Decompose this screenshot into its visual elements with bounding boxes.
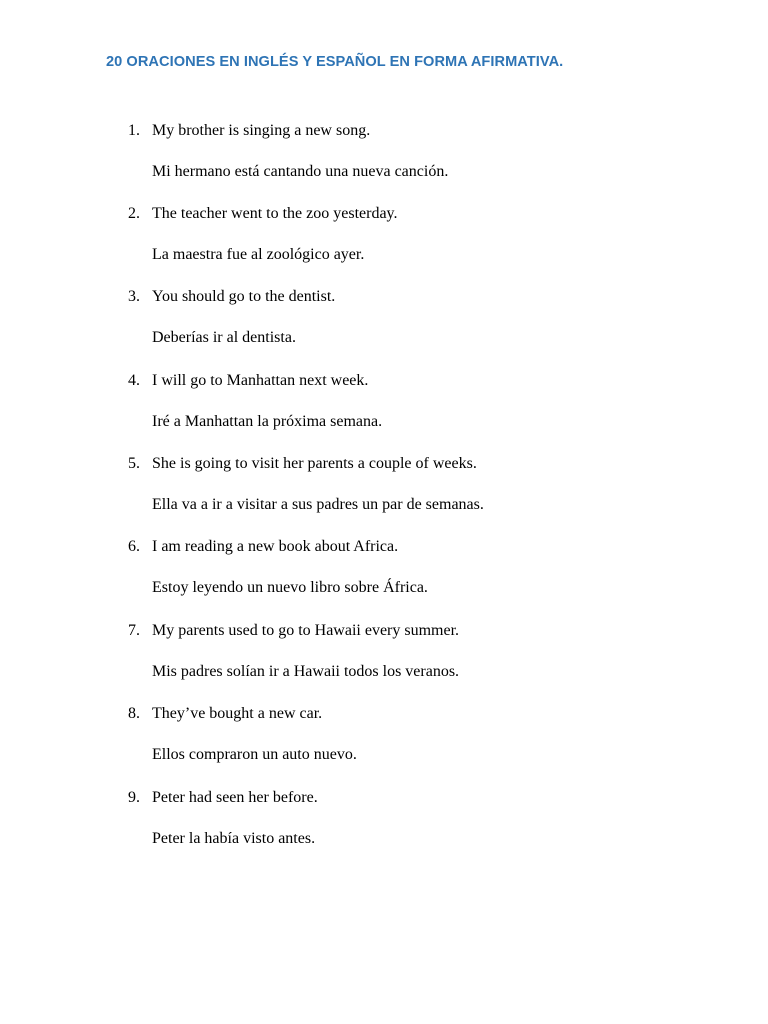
spanish-translation: Peter la había visto antes. (152, 830, 316, 847)
sentence-item (0, 538, 768, 622)
sentence-item (0, 122, 768, 206)
english-sentence: You should go to the dentist. (152, 288, 336, 305)
sentence-item (0, 455, 768, 539)
sentence-item (0, 705, 768, 789)
sentence-item (0, 789, 768, 873)
item-number: 7. (128, 622, 140, 639)
spanish-translation: Ella va a ir a visitar a sus padres un par de semanas. (152, 496, 484, 513)
english-sentence: She is going to visit her parents a couple of weeks. (152, 455, 477, 472)
item-number: 9. (128, 789, 140, 806)
english-sentence: Peter had seen her before. (152, 789, 318, 806)
item-number: 2. (128, 205, 140, 222)
document-title: 20 ORACIONES EN INGLÉS Y ESPAÑOL EN FORMA AFIRMATIVA. (106, 54, 564, 70)
sentence-item (0, 622, 768, 706)
item-number: 6. (128, 538, 140, 555)
spanish-translation: Ellos compraron un auto nuevo. (152, 746, 357, 763)
spanish-translation: Iré a Manhattan la próxima semana. (152, 413, 383, 430)
spanish-translation: Estoy leyendo un nuevo libro sobre África. (152, 579, 428, 596)
spanish-translation: Mis padres solían ir a Hawaii todos los veranos. (152, 663, 460, 680)
spanish-translation: Mi hermano está cantando una nueva canción. (152, 163, 449, 180)
sentence-item (0, 288, 768, 372)
item-number: 8. (128, 705, 140, 722)
item-number: 1. (128, 122, 140, 139)
english-sentence: My brother is singing a new song. (152, 122, 371, 139)
english-sentence: The teacher went to the zoo yesterday. (152, 205, 398, 222)
english-sentence: They’ve bought a new car. (152, 705, 323, 722)
item-number: 5. (128, 455, 140, 472)
spanish-translation: Deberías ir al dentista. (152, 329, 296, 346)
item-number: 4. (128, 372, 140, 389)
english-sentence: I will go to Manhattan next week. (152, 372, 369, 389)
sentence-item (0, 372, 768, 456)
english-sentence: I am reading a new book about Africa. (152, 538, 399, 555)
sentence-item (0, 205, 768, 289)
spanish-translation: La maestra fue al zoológico ayer. (152, 246, 365, 263)
english-sentence: My parents used to go to Hawaii every summer. (152, 622, 460, 639)
item-number: 3. (128, 288, 140, 305)
